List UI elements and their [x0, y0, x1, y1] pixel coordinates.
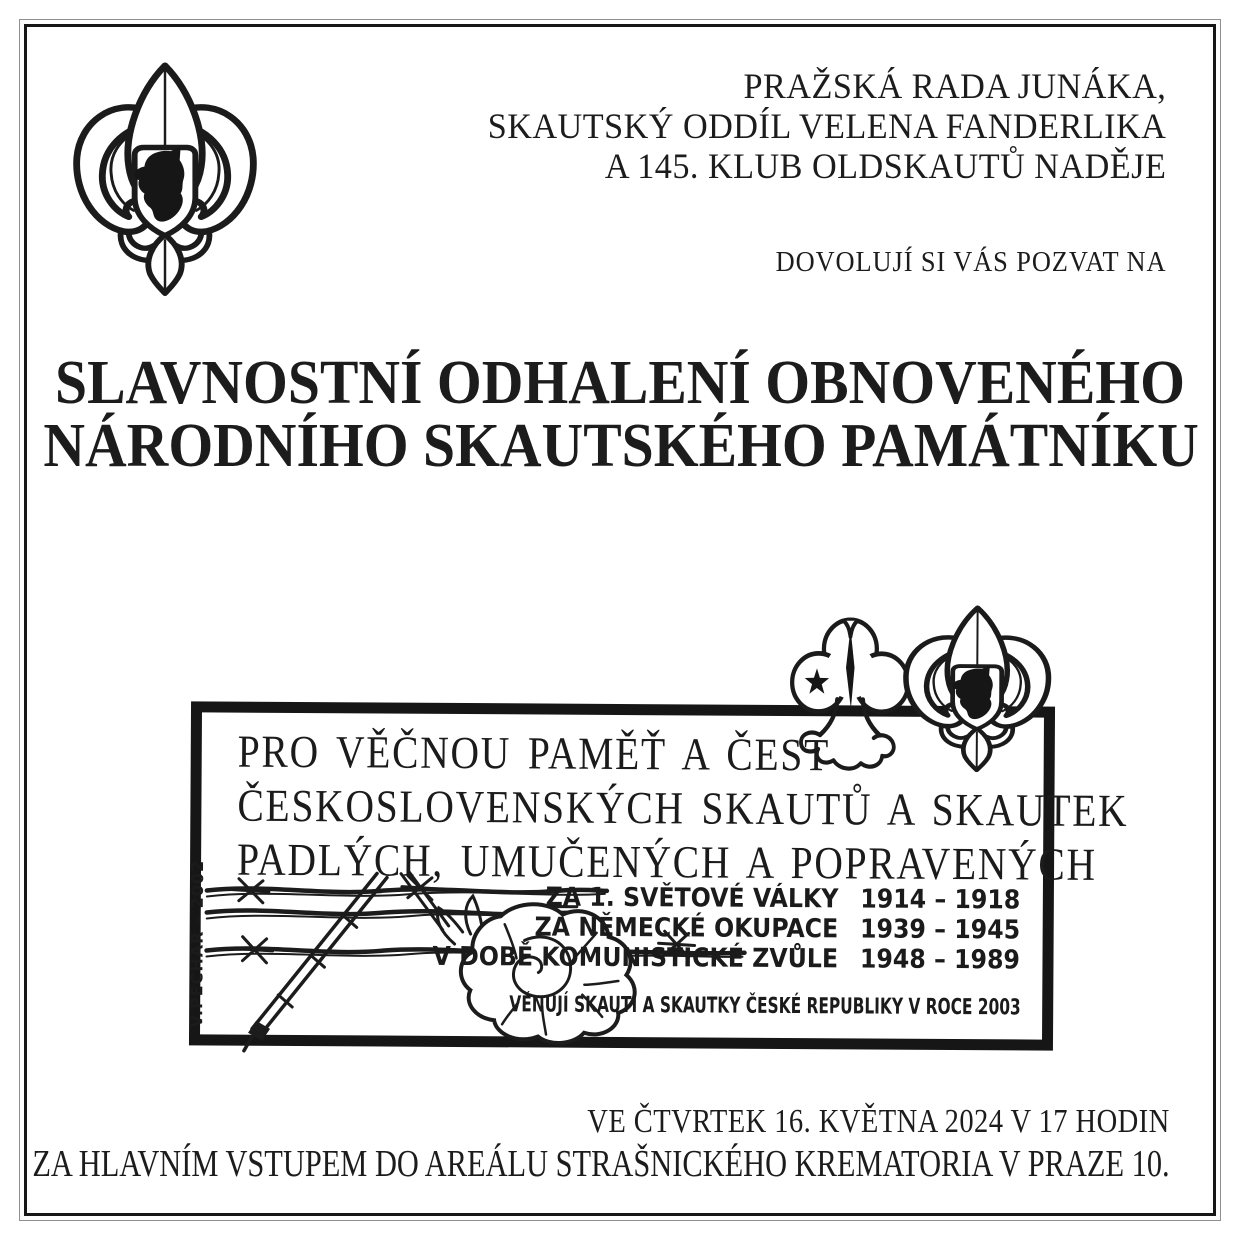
period-row [432, 942, 1020, 976]
period-label: ZA 1. SVĚTOVÉ VÁLKY [545, 882, 839, 915]
event-title-line-2: NÁRODNÍHO SKAUTSKÉHO PAMÁTNÍKU [43, 412, 1199, 480]
period-row [432, 882, 1020, 916]
invitation-line: DOVOLUJÍ SI VÁS POZVAT NA [775, 246, 1166, 278]
event-datetime: VE ČTVRTEK 16. KVĚTNA 2024 V 17 HODIN [587, 1103, 1170, 1140]
event-location: ZA HLAVNÍM VSTUPEM DO AREÁLU STRAŠNICKÉHO KREMATORIA V PRAZE 10. [32, 1143, 1170, 1185]
period-label: V DOBĚ KOMUNISTICKÉ ZVŮLE [432, 941, 838, 975]
memorial-plaque [187, 701, 1129, 1050]
plaque-line-2: ČESKOSLOVENSKÝCH SKAUTŮ A SKAUTEK [237, 779, 1129, 837]
plaque-line-1: PRO VĚČNOU PAMĚŤ A ČEST [237, 725, 831, 781]
organizer-line-1: PRAŽSKÁ RADA JUNÁKA, [743, 66, 1166, 106]
scout-lily-icon [902, 605, 1053, 773]
guide-trefoil-icon [786, 611, 915, 776]
organizer-line-3: A 145. KLUB OLDSKAUTŮ NADĚJE [604, 146, 1166, 186]
period-label: ZA NĚMECKÉ OKUPACE [534, 912, 838, 945]
plaque-line-3: PADLÝCH, UMUČENÝCH A POPRAVENÝCH [236, 833, 1097, 890]
event-title-line-1: SLAVNOSTNÍ ODHALENÍ OBNOVENÉHO [55, 349, 1185, 417]
period-years: 1939 – 1945 [859, 914, 1020, 946]
period-years: 1948 – 1989 [859, 944, 1020, 976]
junak-scout-emblem-icon [72, 62, 258, 296]
plaque-periods [374, 881, 1020, 975]
plaque-dedication: VĚNUJÍ SKAUTI A SKAUTKY ČESKÉ REPUBLIKY V ROCE 2003 [508, 992, 1021, 1021]
organizers-block [452, 66, 1166, 186]
organizer-line-2: SKAUTSKÝ ODDÍL VELENA FANDERLIKA [487, 106, 1166, 146]
event-title [0, 349, 1240, 480]
period-years: 1914 – 1918 [859, 884, 1020, 916]
event-details-block [0, 1102, 1170, 1186]
plaque-artist-signature: V.PECHAR – 2002 [187, 859, 208, 1028]
period-row [432, 912, 1020, 946]
